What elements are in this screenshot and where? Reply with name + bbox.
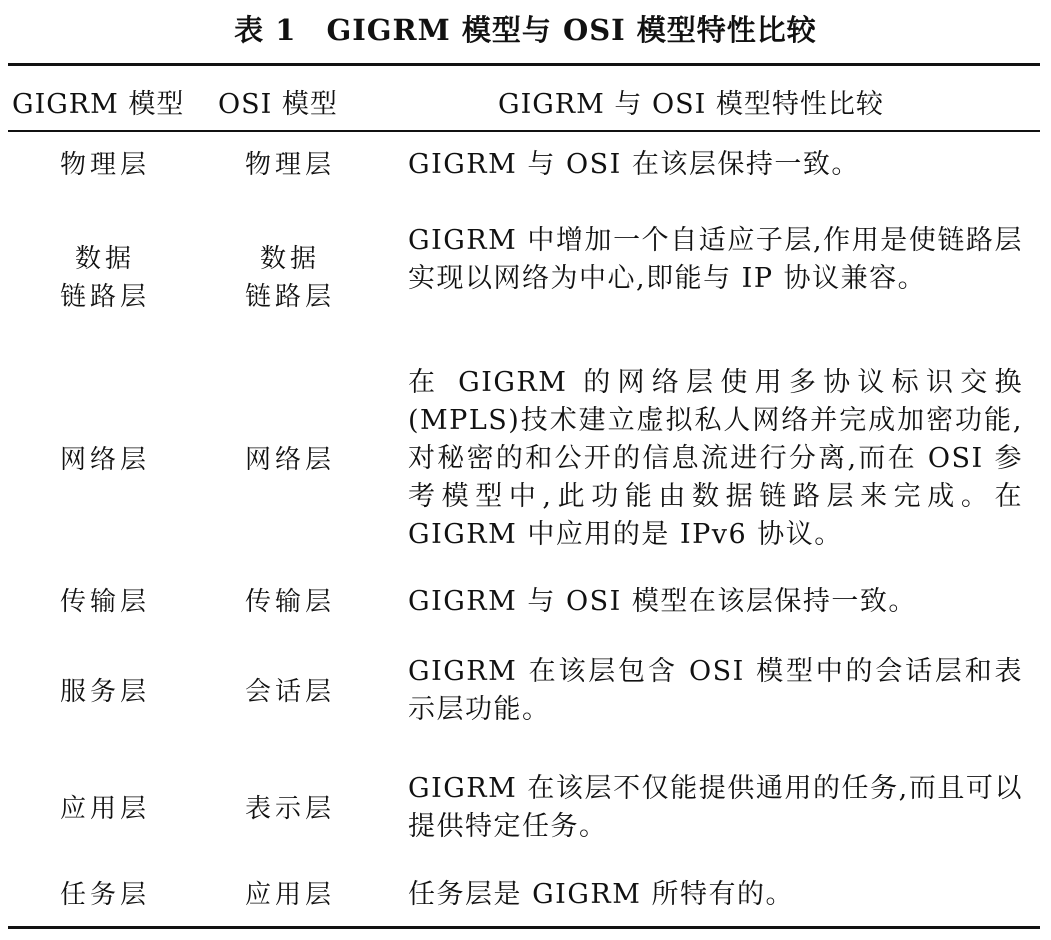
comparison-cell: GIGRM 中增加一个自适应子层,作用是使链路层实现以网络为中心,即能与 IP 协议兼容。 <box>408 225 1023 294</box>
table-title: 表 1 GIGRM 模型与 OSI 模型特性比较 <box>234 13 817 47</box>
gigrm-layer-cell: 物理层 <box>59 150 150 180</box>
comparison-cell: GIGRM 与 OSI 在该层保持一致。 <box>408 149 860 180</box>
comparison-cell: GIGRM 在该层不仅能提供通用的任务,而且可以提供特定任务。 <box>408 773 1023 842</box>
comparison-cell: 在 GIGRM 的网络层使用多协议标识交换(MPLS)技术建立虚拟私人网络并完成加密功能,对秘密的和公开的信息流进行分离,而在 OSI 参考模型中,此功能由数据链路层来完成。在 GIGRM 中应用的是 IPv6 协议。 <box>408 367 1023 550</box>
header-osi-model: OSI 模型 <box>218 89 338 120</box>
gigrm-layer-cell: 任务层 <box>59 880 150 910</box>
osi-layer-cell: 网络层 <box>244 445 335 475</box>
osi-layer-cell: 会话层 <box>244 677 335 707</box>
osi-layer-cell: 应用层 <box>244 880 335 910</box>
osi-layer-cell: 物理层 <box>244 150 335 180</box>
osi-layer-cell: 传输层 <box>244 587 335 617</box>
top-rule <box>8 63 1040 66</box>
gigrm-layer-cell: 服务层 <box>59 677 150 707</box>
header-comparison: GIGRM 与 OSI 模型特性比较 <box>498 89 884 120</box>
gigrm-layer-cell: 应用层 <box>59 794 150 824</box>
osi-layer-cell: 表示层 <box>244 794 335 824</box>
gigrm-layer-cell: 数据 链路层 <box>59 244 150 312</box>
comparison-cell: 任务层是 GIGRM 所特有的。 <box>408 879 794 910</box>
header-gigrm-model: GIGRM 模型 <box>12 89 185 120</box>
gigrm-layer-cell: 传输层 <box>59 587 150 617</box>
comparison-cell: GIGRM 与 OSI 模型在该层保持一致。 <box>408 586 917 617</box>
header-rule <box>8 130 1040 132</box>
gigrm-layer-cell: 网络层 <box>59 445 150 475</box>
bottom-rule <box>8 926 1040 929</box>
osi-layer-cell: 数据 链路层 <box>244 244 335 312</box>
comparison-cell: GIGRM 在该层包含 OSI 模型中的会话层和表示层功能。 <box>408 656 1023 725</box>
